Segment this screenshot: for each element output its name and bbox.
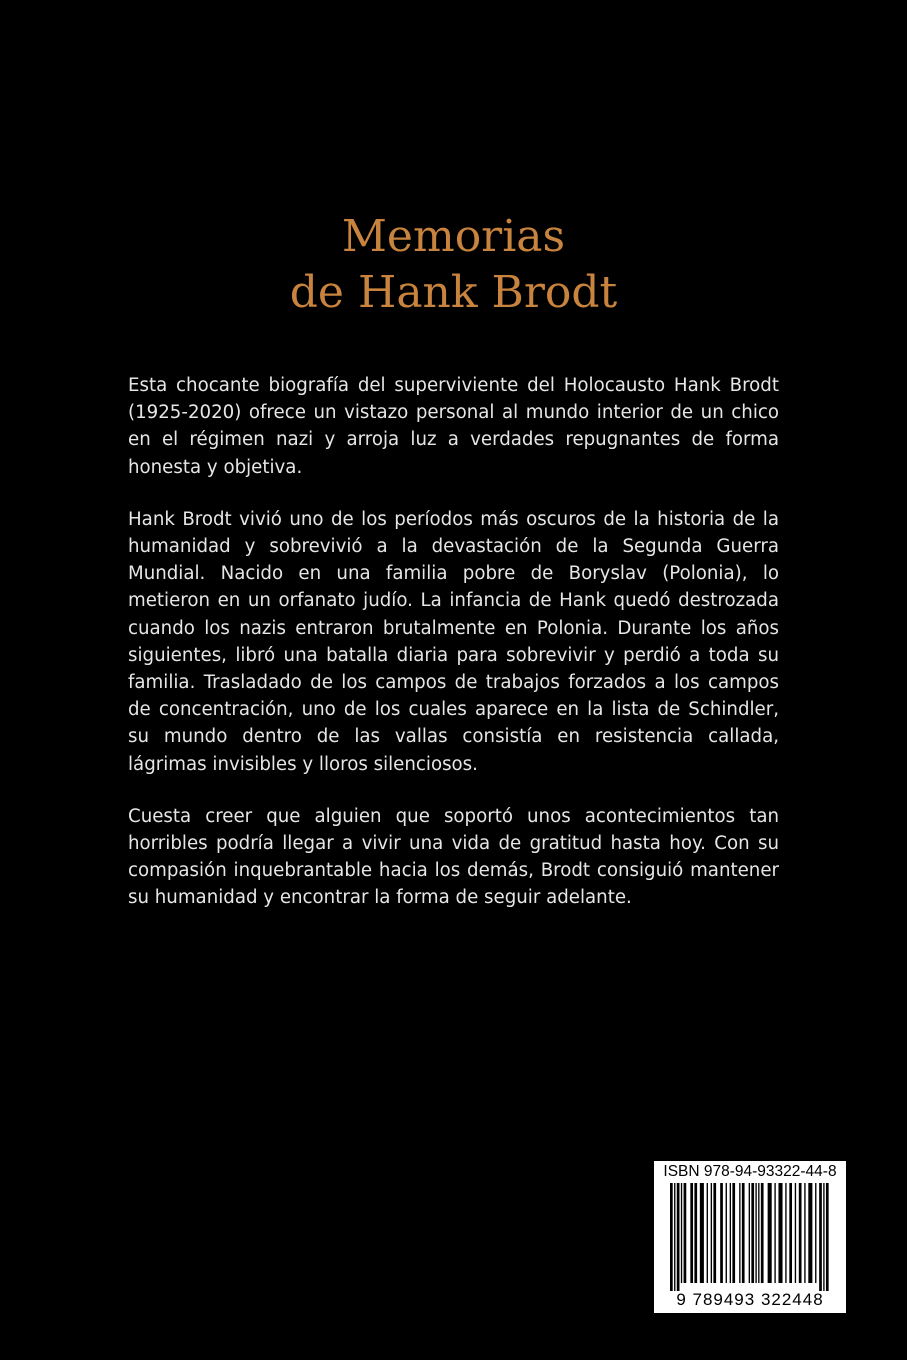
barcode-bar bbox=[823, 1183, 824, 1291]
barcode-bar bbox=[732, 1183, 735, 1283]
barcode-bar bbox=[677, 1183, 680, 1291]
barcode-digits: 9 789493 322448 bbox=[676, 1290, 824, 1309]
barcode-bar bbox=[730, 1183, 731, 1283]
barcode-bar bbox=[700, 1183, 704, 1283]
barcode-bar bbox=[826, 1183, 829, 1291]
barcode-bar bbox=[804, 1183, 805, 1283]
barcode-bar bbox=[799, 1183, 802, 1283]
barcode-bar bbox=[795, 1183, 796, 1283]
barcode-bar bbox=[819, 1183, 822, 1291]
isbn-barcode bbox=[654, 1161, 846, 1313]
barcode-bar bbox=[815, 1183, 816, 1283]
barcode-bar bbox=[674, 1183, 675, 1291]
barcode-bar bbox=[758, 1183, 759, 1283]
barcode-bar bbox=[690, 1183, 693, 1283]
blurb-paragraph-3: Cuesta creer que alguien que soportó unos acontecimientos tan horribles podría llegar a vivir una vida de gratitud hasta hoy. Con su compasión inquebrantable hacia los demás, Brodt consiguió mantener su humanidad y encontrar la forma de seguir adelante. bbox=[128, 805, 779, 909]
barcode-bar bbox=[755, 1183, 756, 1283]
blurb-paragraph-2: Hank Brodt vivió uno de los períodos más oscuros de la historia de la humanidad y sobrevivió a la devastación de la Segunda Guerra Mundial. Nacido en una familia pobre de Boryslav (Polonia), lo metieron en un orfanato judío. La infancia de Hank quedó destrozada cuando los nazis entraron brutalmente en Polonia. Durante los años siguientes, libró una batalla diaria para sobrevivir y perdió a toda su familia. Trasladado de los campos de trabajos forzados a los campos de concentración, uno de los cuales aparece en la lista de Schindler, su mundo dentro de las vallas consistía en resistencia callada, lágrimas invisibles y lloros silenciosos. bbox=[128, 508, 779, 775]
barcode-bar bbox=[808, 1183, 812, 1283]
blurb-text bbox=[128, 372, 779, 937]
barcode-bar bbox=[739, 1183, 740, 1283]
barcode-bar bbox=[707, 1183, 708, 1283]
barcode-bar bbox=[670, 1183, 673, 1291]
barcode-bar bbox=[789, 1183, 792, 1283]
barcode-bar bbox=[742, 1183, 745, 1283]
barcode-bar bbox=[694, 1183, 697, 1283]
title-line-2: de Hank Brodt bbox=[289, 267, 618, 319]
title-line-1: Memorias bbox=[341, 211, 566, 263]
blurb-paragraph-1: Esta chocante biografía del superviviente del Holocausto Hank Brodt (1925-2020) ofrece un vistazo personal al mundo interior de un chico en el régimen nazi y arroja luz a verdades repugnantes de forma honesta y objetiva. bbox=[128, 375, 779, 478]
barcode-bar bbox=[713, 1183, 716, 1283]
barcode-bar bbox=[751, 1183, 754, 1283]
barcode-bar bbox=[768, 1183, 772, 1283]
barcode-bar bbox=[778, 1183, 782, 1283]
book-title bbox=[0, 209, 907, 321]
barcode-bar bbox=[785, 1183, 786, 1283]
barcode-bar bbox=[749, 1183, 750, 1283]
barcode-bar bbox=[726, 1183, 727, 1283]
barcode-bar bbox=[681, 1183, 682, 1283]
barcode-bar bbox=[761, 1183, 764, 1283]
barcode-bar bbox=[774, 1183, 775, 1283]
barcode-bars bbox=[658, 1183, 842, 1291]
barcode-bar bbox=[684, 1183, 687, 1283]
barcode-bar bbox=[720, 1183, 723, 1283]
isbn-label: ISBN 978-94-93322-44-8 bbox=[663, 1163, 837, 1180]
barcode-bar bbox=[711, 1183, 712, 1283]
